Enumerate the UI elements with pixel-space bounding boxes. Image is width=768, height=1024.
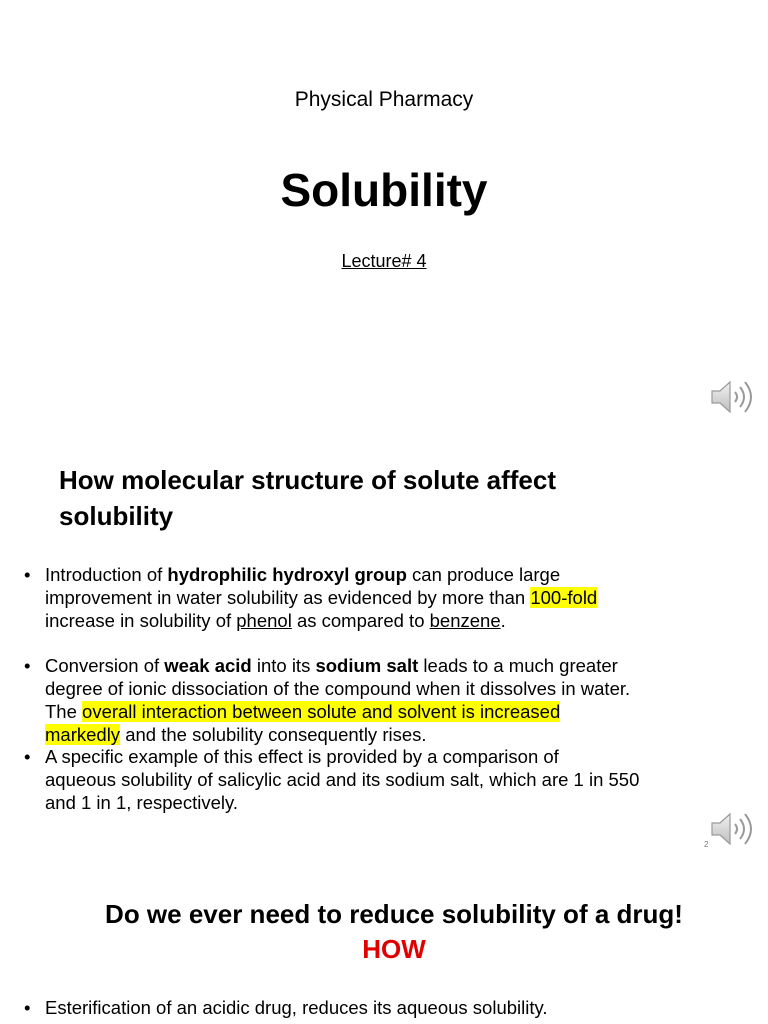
text: and the solubility consequently rises. — [120, 724, 427, 745]
text: leads to a much greater — [418, 655, 618, 676]
bold-text: weak acid — [164, 655, 252, 676]
bullet-dot: • — [24, 997, 31, 1018]
text: Introduction of — [45, 564, 168, 585]
speaker-icon[interactable] — [709, 810, 755, 848]
bold-text: hydrophilic hydroxyl group — [167, 564, 407, 585]
text: as compared to — [291, 610, 430, 631]
bullet-salicylic — [24, 745, 744, 815]
underlined-text: benzene — [429, 610, 501, 631]
section-heading: Do we ever need to reduce solubility of a drug! — [105, 899, 683, 929]
text: Esterification of an acidic drug, reduces its aqueous solubility. — [45, 997, 548, 1018]
bullet-hydroxyl — [24, 563, 744, 633]
heading-line: How molecular structure of solute affect — [59, 465, 556, 495]
text: . — [500, 610, 506, 631]
text: degree of ionic dissociation of the compound when it dissolves in water. — [45, 678, 631, 699]
bullet-esterification — [24, 996, 744, 1022]
heading-line: solubility — [59, 501, 174, 531]
highlighted-text: markedly — [45, 724, 121, 745]
text: increase in solubility of — [45, 610, 237, 631]
bullet-dot: • — [24, 746, 31, 767]
speaker-icon-graphic — [709, 810, 755, 848]
text: improvement in water solubility as evidenced by more than — [45, 587, 531, 608]
slide-subject: Physical Pharmacy — [294, 88, 474, 111]
underlined-text: phenol — [236, 610, 292, 631]
slide-title: Solubility — [280, 164, 488, 216]
bullet-dot: • — [24, 655, 31, 676]
section-heading — [59, 462, 699, 534]
how-label: HOW — [362, 934, 426, 964]
bullet-text — [45, 745, 735, 814]
text: The — [45, 701, 83, 722]
page-number: 2 — [704, 840, 709, 849]
text: aqueous solubility of salicylic acid and its sodium salt, which are 1 in 550 — [45, 769, 640, 790]
bold-text: sodium salt — [315, 655, 419, 676]
speaker-icon[interactable] — [709, 378, 755, 416]
lecture-number: Lecture# 4 — [341, 251, 427, 271]
text: and 1 in 1, respectively. — [45, 792, 238, 813]
text: can produce large — [406, 564, 561, 585]
text: A specific example of this effect is provided by a comparison of — [45, 746, 559, 767]
bullet-text — [45, 563, 735, 632]
text: Conversion of — [45, 655, 165, 676]
bullet-text — [45, 996, 735, 1019]
text: into its — [251, 655, 316, 676]
bullet-dot: • — [24, 564, 31, 585]
speaker-icon-graphic — [709, 378, 755, 416]
bullet-text — [45, 654, 735, 746]
highlighted-text: 100-fold — [530, 587, 598, 608]
bullet-sodium-salt — [24, 654, 744, 746]
highlighted-text: overall interaction between solute and solvent is increased — [82, 701, 561, 722]
